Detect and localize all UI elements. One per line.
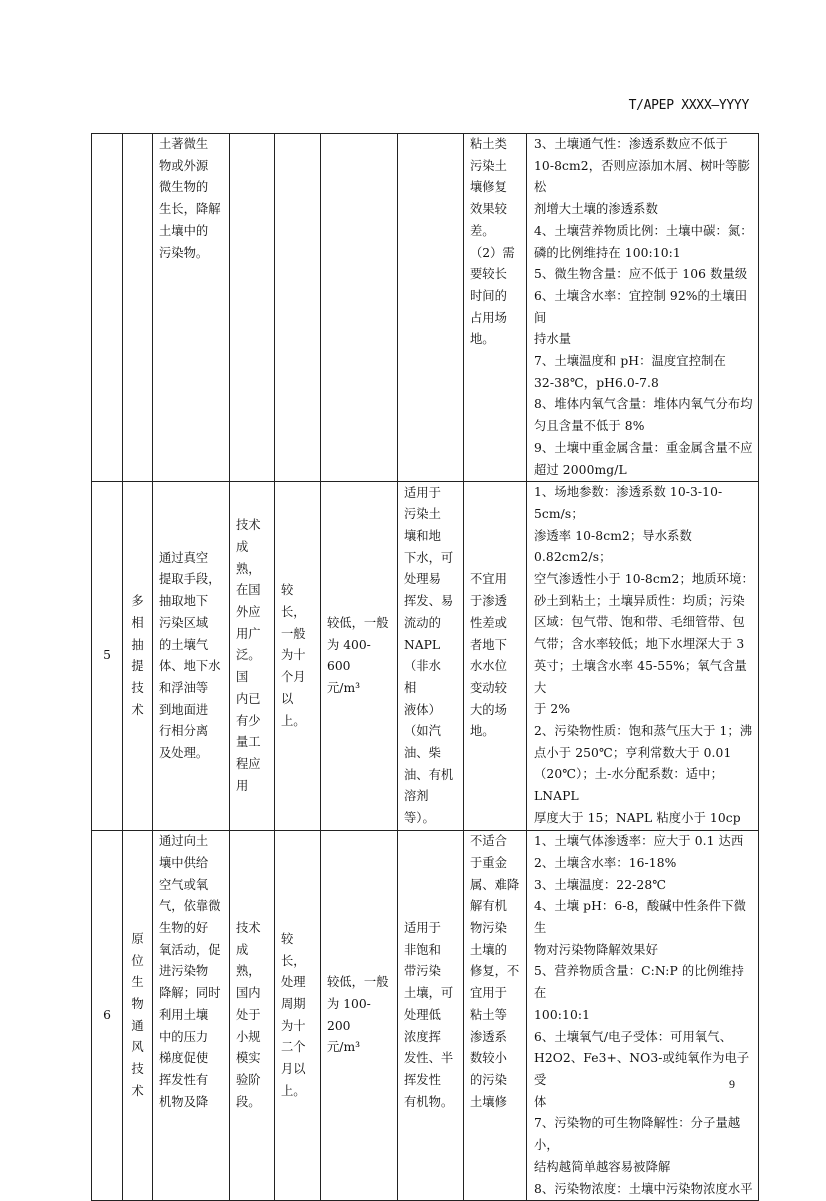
cell-number: 5 — [92, 482, 123, 831]
cell-applicability — [398, 134, 464, 482]
cell-cost: 较低，一般 为 400-600 元/m³ — [321, 482, 398, 831]
cell-technology-name: 多 相 抽 提 技 术 — [123, 482, 153, 831]
cell-requirements: 3、土壤通气性：渗透系数应不低于 10-8cm2，否则应添加木屑、树叶等膨松 剂增大土壤的渗透系数 4、土壤营养物质比例：土壤中碳：氮： 磷的比例维持在 100:10:1 5、微生物含量：应不低于 106 数量级 6、土壤含水率：宜控制 92%的土壤田间 持水量 7、土壤温度和 pH：温度宜控制在 32-38℃，pH6.0-7.8 8、堆体内氧气含量：堆体内氧气分布均 匀且含量不低于 8% 9、土壤中重金属含量：重金属含量不应 超过 2000mg/L — [527, 134, 759, 482]
cell-requirements: 1、土壤气体渗透率：应大于 0.1 达西 2、土壤含水率：16-18% 3、土壤温度：22-28℃ 4、土壤 pH：6-8，酸碱中性条件下微生 物对污染物降解效果好 5、营养物质含量：C:N:P 的比例维持在 100:10:1 6、土壤氧气/电子受体：可用氧气、 H2O2、Fe3+、NO3-或纯氧作为电子受 体 7、污染物的可生物降解性：分子量越小， 结构越简单越容易被降解 8、污染物浓度：土壤中污染物浓度水平 — [527, 831, 759, 1201]
table-row — [92, 482, 759, 831]
cell-maturity: 技术 成熟， 在国 外应 用广 泛。国 内已 有少 量工 程应 用 — [230, 482, 275, 831]
cell-period: 较长， 一般 为十 个月 以上。 — [275, 482, 321, 831]
cell-principle: 土著微生 物或外源 微生物的 生长，降解 土壤中的 污染物。 — [153, 134, 230, 482]
cell-number: 6 — [92, 831, 123, 1201]
page-number: 9 — [729, 1077, 735, 1091]
table-row — [92, 134, 759, 482]
cell-maturity — [230, 134, 275, 482]
cell-principle: 通过向土 壤中供给 空气或氧 气，依靠微 生物的好 氧活动，促 进污染物 降解；同时 利用土壤 中的压力 梯度促使 挥发性有 机物及降 — [153, 831, 230, 1201]
cell-limitations: 粘土类 污染土 壤修复 效果较 差。 （2）需 要较长 时间的 占用场 地。 — [464, 134, 527, 482]
cell-principle: 通过真空 提取手段， 抽取地下 污染区域 的土壤气 体、地下水 和浮油等 到地面进 行相分离 及处理。 — [153, 482, 230, 831]
cell-technology-name: 原 位 生 物 通 风 技 术 — [123, 831, 153, 1201]
cell-requirements: 1、场地参数：渗透系数 10-3-10-5cm/s； 渗透率 10-8cm2；导水系数 0.82cm2/s； 空气渗透性小于 10-8cm2；地质环境： 砂土到粘土；土壤异质性：均质；污染 区域：包气带、饱和带、毛细管带、包 气带；含水率较低；地下水埋深大于 3 英寸；土壤含水率 45-55%；氧气含量大 于 2% 2、污染物性质：饱和蒸气压大于 1；沸 点小于 250℃；亨利常数大于 0.01 （20℃）；土-水分配系数：适中；LNAPL 厚度大于 15；NAPL 粘度小于 10cp — [527, 482, 759, 831]
cell-technology-name — [123, 134, 153, 482]
table-row — [92, 831, 759, 1201]
cell-cost: 较低，一般 为 100-200 元/m³ — [321, 831, 398, 1201]
cell-maturity: 技术 成熟， 国内 处于 小规 模实 验阶 段。 — [230, 831, 275, 1201]
cell-applicability: 适用于 非饱和 带污染 土壤，可 处理低 浓度挥 发性、半 挥发性 有机物。 — [398, 831, 464, 1201]
cell-applicability: 适用于 污染土 壤和地 下水，可 处理易 挥发、易 流动的 NAPL （非水 相 液体） （如汽 油、柴 油、有机 溶剂 等）。 — [398, 482, 464, 831]
cell-cost — [321, 134, 398, 482]
document-code-header: T/APEP XXXX—YYYY — [628, 98, 749, 113]
remediation-technology-table — [91, 133, 759, 1201]
cell-period: 较长， 处理 周期 为十 二个 月以 上。 — [275, 831, 321, 1201]
cell-number — [92, 134, 123, 482]
cell-period — [275, 134, 321, 482]
cell-limitations: 不宜用 于渗透 性差或 者地下 水水位 变动较 大的场 地。 — [464, 482, 527, 831]
cell-limitations: 不适合 于重金 属、难降 解有机 物污染 土壤的 修复，不 宜用于 粘土等 渗透系 数较小 的污染 土壤修 — [464, 831, 527, 1201]
